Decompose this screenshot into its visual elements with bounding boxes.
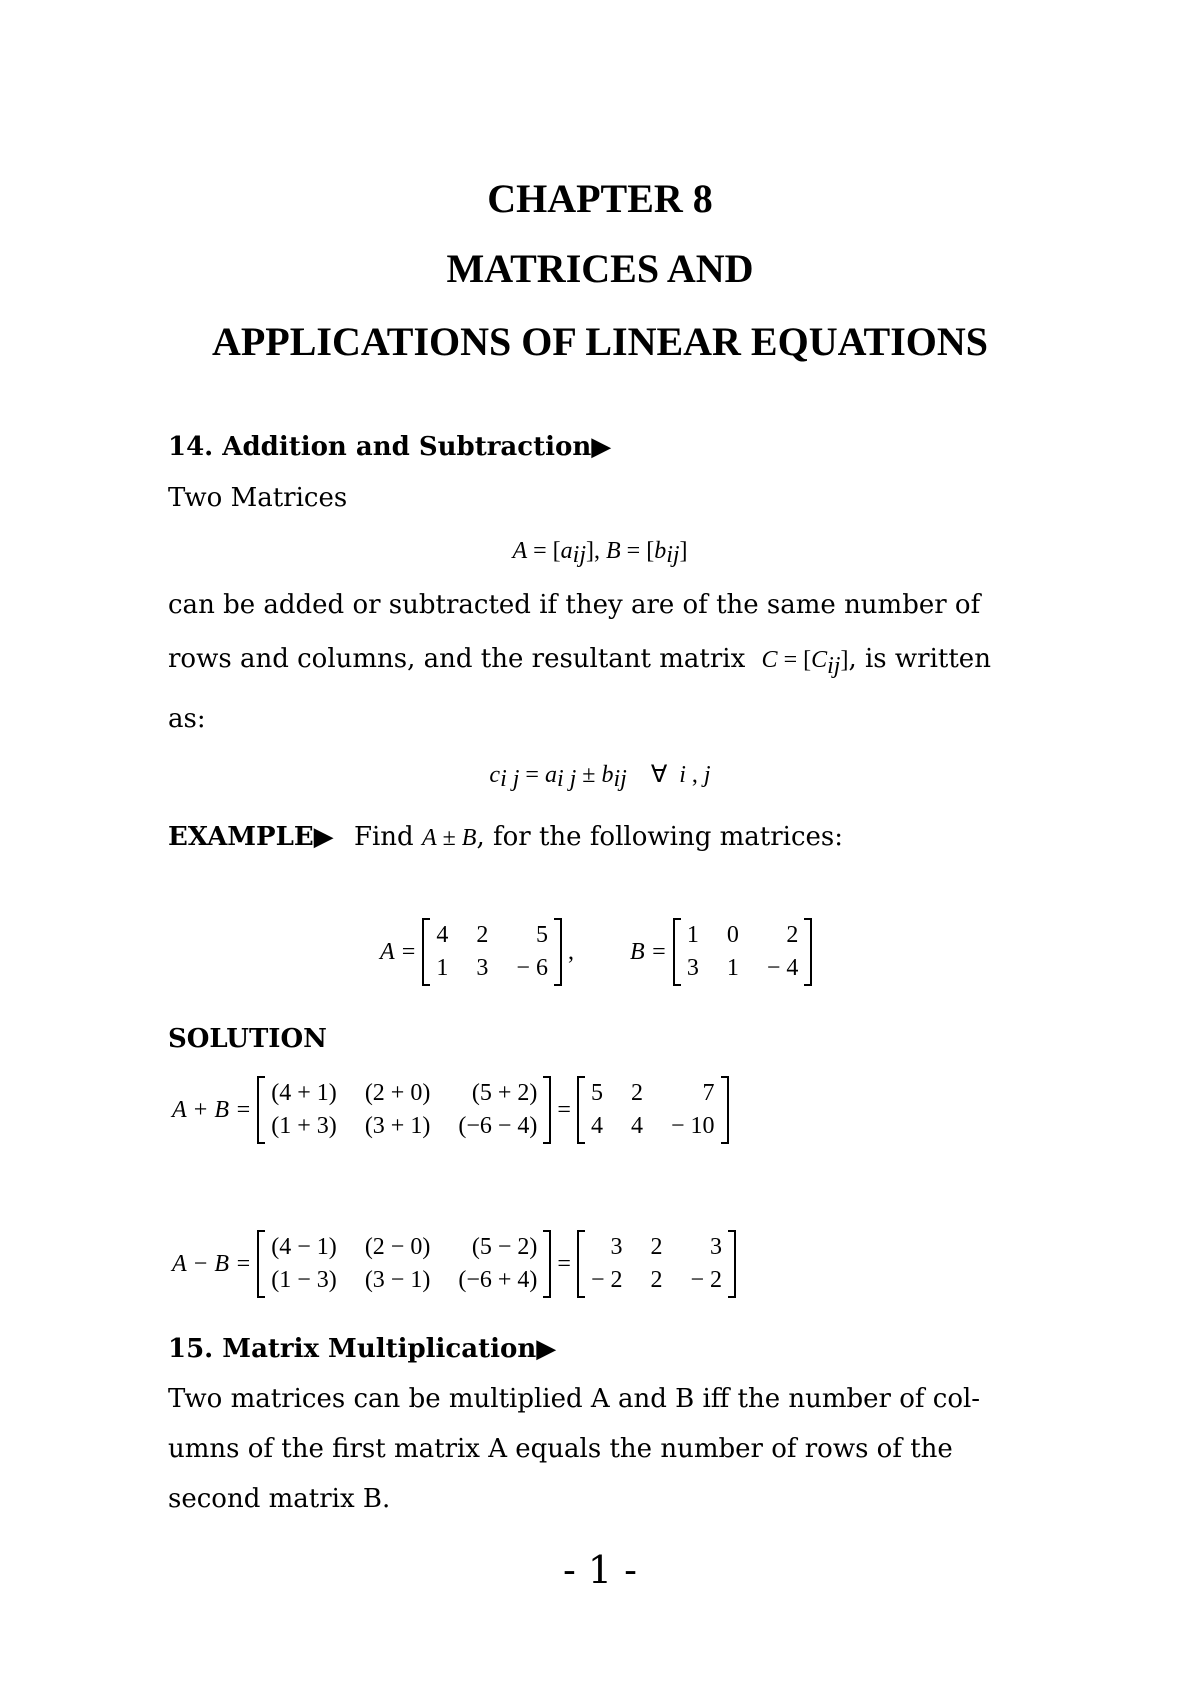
section-14-intro: Two Matrices bbox=[168, 483, 348, 513]
arrow-right-icon: ▶ bbox=[591, 432, 612, 462]
paragraph-line: Two matrices can be multiplied A and B iff the number of col- bbox=[168, 1384, 981, 1414]
arrow-right-icon: ▶ bbox=[313, 822, 334, 852]
chapter-number: CHAPTER 8 bbox=[487, 176, 713, 221]
example-line: EXAMPLE▶ Find A ± B, for the following matrices: bbox=[168, 822, 843, 852]
matrix-B: B = 1 0 2 3 1 − 4 bbox=[630, 918, 812, 986]
matrix-A-bracket: 4 2 5 1 3 − 6 bbox=[422, 918, 562, 986]
section-14-heading: 14. Addition and Subtraction▶ bbox=[168, 432, 612, 462]
result-formula: $c_{i j} = a_{i j} \pm b_{ij}$ ∀ i , j bbox=[489, 762, 711, 793]
sum-equation: A + B = (4 + 1) (2 + 0) (5 + 2) (1 + 3) (3 + 1) (−6 − 4) = 5 2 7 4 4 − 10 bbox=[172, 1076, 729, 1144]
paragraph-line: can be added or subtracted if they are of the same number of bbox=[168, 590, 981, 620]
chapter-title-line1: MATRICES AND bbox=[446, 246, 754, 291]
paragraph-line: umns of the first matrix A equals the number of rows of the bbox=[168, 1434, 953, 1464]
matrix-A: A = 4 2 5 1 3 − 6 , bbox=[380, 918, 580, 986]
section-15-heading: 15. Matrix Multiplication▶ bbox=[168, 1334, 557, 1364]
chapter-title-line2: APPLICATIONS OF LINEAR EQUATIONS bbox=[211, 319, 989, 364]
difference-result-matrix: 3 2 3 − 2 2 − 2 bbox=[577, 1230, 736, 1298]
page-number: - 1 - bbox=[562, 1548, 637, 1592]
sum-result-matrix: 5 2 7 4 4 − 10 bbox=[577, 1076, 729, 1144]
paragraph-line: rows and columns, and the resultant matrix $C = [C_{ij}]$, is written bbox=[168, 644, 991, 680]
paragraph-line: second matrix B. bbox=[168, 1484, 391, 1514]
solution-label: SOLUTION bbox=[168, 1024, 327, 1054]
matrix-B-bracket: 1 0 2 3 1 − 4 bbox=[673, 918, 813, 986]
definition-formula: $A = [a_{ij}]$, $B = [b_{ij}]$ bbox=[512, 538, 688, 569]
paragraph-line: as: bbox=[168, 704, 206, 734]
arrow-right-icon: ▶ bbox=[536, 1334, 557, 1364]
sum-expression-matrix: (4 + 1) (2 + 0) (5 + 2) (1 + 3) (3 + 1) (−6 − 4) bbox=[257, 1076, 551, 1144]
difference-expression-matrix: (4 − 1) (2 − 0) (5 − 2) (1 − 3) (3 − 1) (−6 + 4) bbox=[257, 1230, 551, 1298]
difference-equation: A − B = (4 − 1) (2 − 0) (5 − 2) (1 − 3) (3 − 1) (−6 + 4) = 3 2 3 − 2 2 − 2 bbox=[172, 1230, 736, 1298]
